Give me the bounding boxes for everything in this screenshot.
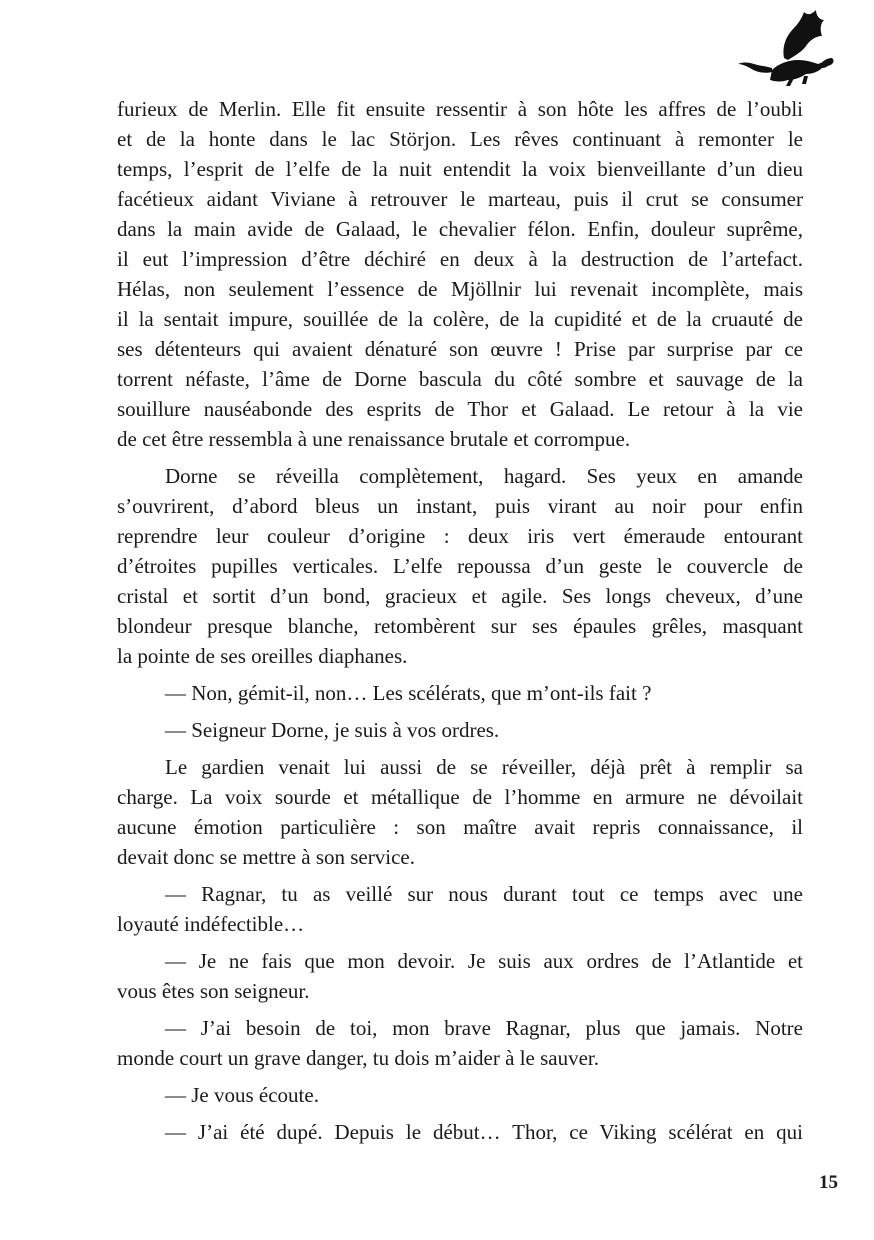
paragraph <box>117 461 803 671</box>
text-line: loyauté indéfectible… <box>117 912 305 936</box>
text-line: — Je vous écoute. <box>165 1083 319 1107</box>
dialogue-paragraph <box>117 715 803 745</box>
text-line: charge. La voix sourde et métallique de l’homme en armure ne dévoilait <box>117 785 803 809</box>
text-line: — Ragnar, tu as veillé sur nous durant tout ce temps avec une <box>165 882 803 906</box>
text-line: devait donc se mettre à son service. <box>117 845 415 869</box>
text-line: s’ouvrirent, d’abord bleus un instant, puis virant au noir pour enfin <box>117 494 803 518</box>
text-line: — Non, gémit-il, non… Les scélérats, que m’ont-ils fait ? <box>165 681 652 705</box>
text-line: Hélas, non seulement l’essence de Mjöllnir lui revenait incomplète, mais <box>117 277 803 301</box>
dialogue-paragraph <box>117 946 803 1006</box>
dragon-icon <box>732 6 836 86</box>
text-line: temps, l’esprit de l’elfe de la nuit entendit la voix bienveillante d’un dieu <box>117 157 803 181</box>
dialogue-paragraph <box>117 678 803 708</box>
text-line: — J’ai été dupé. Depuis le début… Thor, ce Viking scélérat en qui <box>165 1120 803 1144</box>
dialogue-paragraph <box>117 1117 803 1147</box>
text-line: d’étroites pupilles verticales. L’elfe repoussa d’un geste le couvercle de <box>117 554 803 578</box>
text-line: Le gardien venait lui aussi de se réveiller, déjà prêt à remplir sa <box>165 755 803 779</box>
dialogue-paragraph <box>117 879 803 939</box>
text-line: torrent néfaste, l’âme de Dorne bascula du côté sombre et sauvage de la <box>117 367 803 391</box>
text-line: facétieux aidant Viviane à retrouver le marteau, puis il crut se consumer <box>117 187 803 211</box>
text-line: dans la main avide de Galaad, le chevalier félon. Enfin, douleur suprême, <box>117 217 803 241</box>
text-line: — Je ne fais que mon devoir. Je suis aux ordres de l’Atlantide et <box>165 949 803 973</box>
text-line: il eut l’impression d’être déchiré en deux à la destruction de l’artefact. <box>117 247 803 271</box>
text-line: souillure nauséabonde des esprits de Thor et Galaad. Le retour à la vie <box>117 397 803 421</box>
text-line: il la sentait impure, souillée de la colère, de la cupidité et de la cruauté de <box>117 307 803 331</box>
text-line: blondeur presque blanche, retombèrent sur ses épaules grêles, masquant <box>117 614 803 638</box>
body-text <box>117 94 803 1147</box>
text-line: furieux de Merlin. Elle fit ensuite ressentir à son hôte les affres de l’oubli <box>117 97 803 121</box>
text-line: de cet être ressembla à une renaissance brutale et corrompue. <box>117 427 631 451</box>
paragraph <box>117 752 803 872</box>
text-line: cristal et sortit d’un bond, gracieux et agile. Ses longs cheveux, d’une <box>117 584 803 608</box>
text-line: reprendre leur couleur d’origine : deux iris vert émeraude entourant <box>117 524 803 548</box>
paragraph <box>117 94 803 454</box>
dialogue-paragraph <box>117 1080 803 1110</box>
text-line: — Seigneur Dorne, je suis à vos ordres. <box>165 718 500 742</box>
text-line: aucune émotion particulière : son maître avait repris connaissance, il <box>117 815 803 839</box>
text-line: — J’ai besoin de toi, mon brave Ragnar, plus que jamais. Notre <box>165 1016 803 1040</box>
dialogue-paragraph <box>117 1013 803 1073</box>
text-line: ses détenteurs qui avaient dénaturé son œuvre ! Prise par surprise par ce <box>117 337 803 361</box>
page-number: 15 <box>819 1172 838 1193</box>
text-line: Dorne se réveilla complètement, hagard. Ses yeux en amande <box>165 464 803 488</box>
text-line: la pointe de ses oreilles diaphanes. <box>117 644 408 668</box>
text-line: monde court un grave danger, tu dois m’aider à le sauver. <box>117 1046 599 1070</box>
text-line: vous êtes son seigneur. <box>117 979 310 1003</box>
text-line: et de la honte dans le lac Störjon. Les rêves continuant à remonter le <box>117 127 803 151</box>
